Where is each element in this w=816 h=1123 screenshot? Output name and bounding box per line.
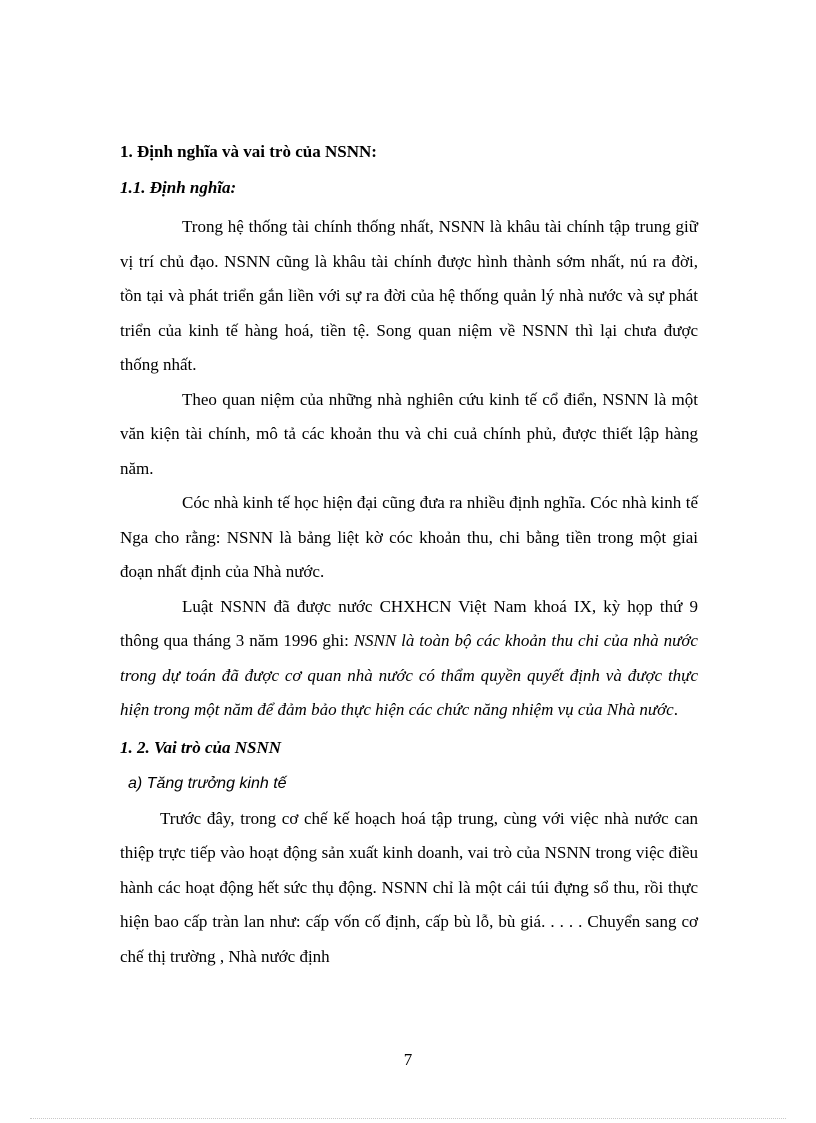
paragraph-law-definition [120,590,698,728]
paragraph-definition-2: Theo quan niệm của những nhà nghiên cứu kinh tế cổ điển, NSNN là một văn kiện tài chính, mô tả các khoản thu và chi cuả chính phủ, được thiết lập hàng năm. [120,389,698,478]
law-text: Luật NSNN đã được nước CHXHCN Việt Nam khoá IX, kỳ họp thứ 9 thông qua tháng 3 năm 1996 ghi: [120,596,698,650]
paragraph-growth: Trước đây, trong cơ chế kế hoạch hoá tập trung, cùng với việc nhà nước can thiệp trực tiếp vào hoạt động sản xuất kinh doanh, vai trò của NSNN trong việc điều hành các hoạt động hết sức thụ động. NSNN chỉ là một cái túi đựng sổ thu, rồi thực hiện bao cấp tràn lan như: cấp vốn cố định, cấp bù lỗ, bù giá. . . . . Chuyển sang cơ chế thị trường , Nhà nước định [120,808,698,966]
subsection-heading-role: 1. 2. Vai trò của NSNN [120,737,282,757]
paragraph-definition-1: Trong hệ thống tài chính thống nhất, NSNN là khâu tài chính tập trung giữ vị trí chủ đạo. NSNN cũng là khâu tài chính được hình thành sớm nhất, nú ra đời, tồn tại và phát triển gắn liền với sự ra đời của hệ thống quản lý nhà nước và sự phát triển của kinh tế hàng hoá, tiền tệ. Song quan niệm về NSNN thì lại chưa được thống nhất. [120,217,698,374]
footer-divider [30,1118,786,1119]
law-end: . [673,700,678,719]
paragraph-definition-3: Cóc nhà kinh tế học hiện đại cũng đưa ra nhiều định nghĩa. Cóc nhà kinh tế Nga cho rằng: NSNN là bảng liệt kờ cóc khoản thu, chi bằng tiền trong một giai đoạn nhất định của Nhà nước. [120,493,698,581]
page-content [120,140,698,974]
law-quote: NSNN là toàn bộ các khoản thu chi của nhà nước trong dự toán đã được cơ quan nhà nước có thẩm quyền quyết định và được thực hiện trong một năm để đảm bảo thực hiện các chức năng nhiệm vụ của Nhà nước [120,631,698,719]
subheading-growth: a) Tăng trưởng kinh tế [128,774,287,792]
page-number: 7 [403,1050,413,1069]
section-heading: 1. Định nghĩa và vai trò của NSNN: [120,142,377,161]
subsection-heading-definition: 1.1. Định nghĩa: [120,178,237,197]
